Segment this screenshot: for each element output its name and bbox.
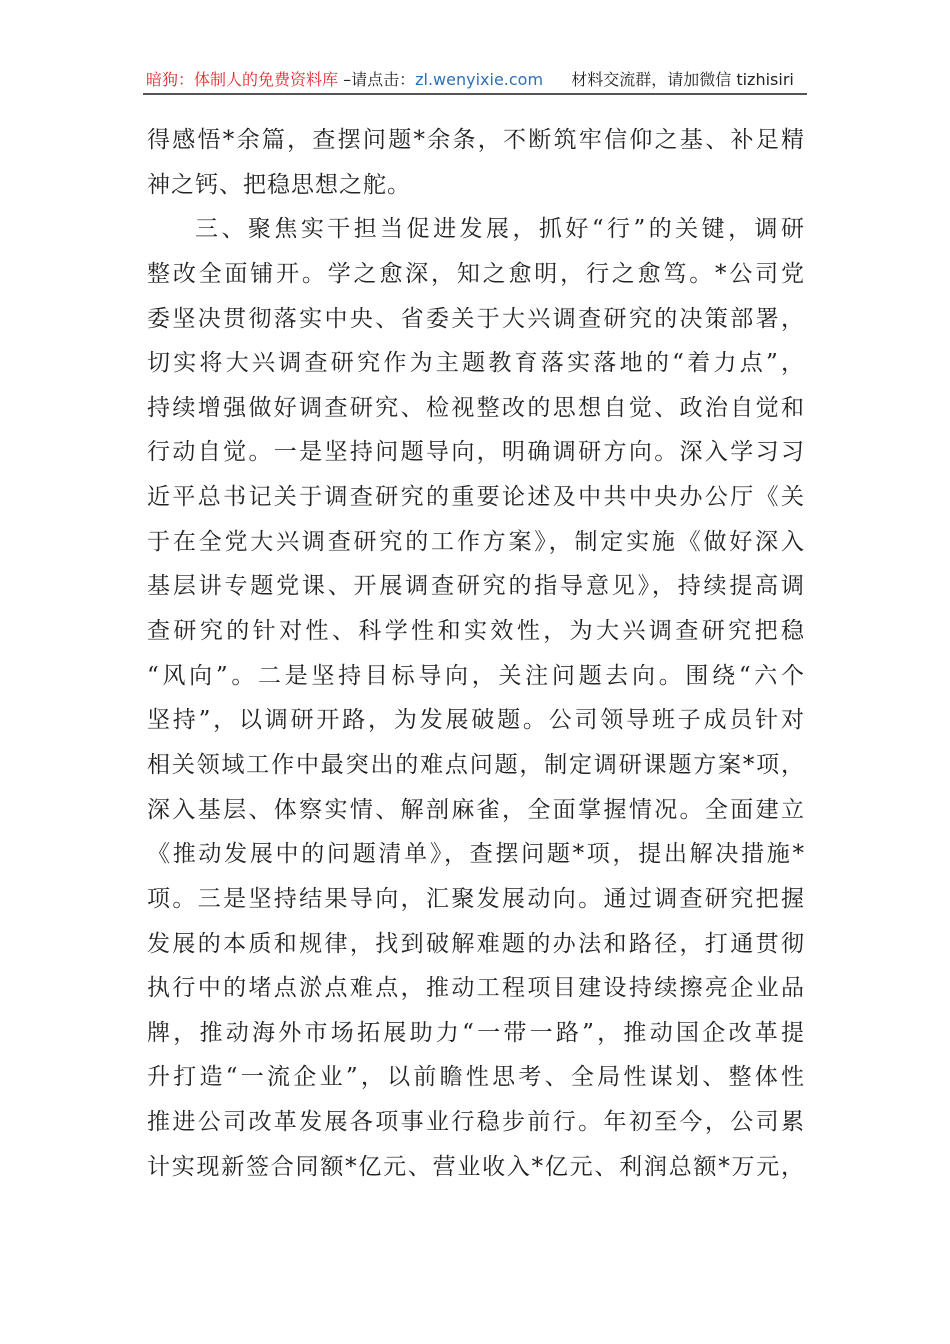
click-prompt: –请点击： — [343, 70, 416, 89]
text-line: 相关领域工作中最突出的难点问题，制定调研课题方案*项， — [147, 751, 805, 778]
site-link[interactable]: zl.wenyixie.com — [415, 70, 544, 89]
text-line: 得感悟*余篇，查摆问题*余条，不断筑牢信仰之基、补足精 — [147, 127, 805, 153]
text-line: “风向”。二是坚持目标导向，关注问题去向。围绕“六个 — [147, 662, 805, 689]
text-line: 项。三是坚持结果导向，汇聚发展动向。通过调查研究把握 — [147, 885, 805, 912]
text-line: 行动自觉。一是坚持问题导向，明确调研方向。深入学习习 — [147, 439, 805, 466]
site-label: 暗狗：体制人的免费资料库 — [146, 70, 339, 89]
text-line: 近平总书记关于调查研究的重要论述及中共中央办公厅《关 — [147, 484, 805, 511]
contact-info: 材料交流群，请加微信 tizhisiri — [571, 70, 794, 89]
page-header — [146, 68, 806, 92]
document-body — [147, 118, 805, 1189]
text-line: 于在全党大兴调查研究的工作方案》，制定实施《做好深入 — [147, 528, 805, 555]
text-line: 推进公司改革发展各项事业行稳步前行。年初至今，公司累 — [147, 1109, 805, 1136]
text-line: 持续增强做好调查研究、检视整改的思想自觉、政治自觉和 — [147, 394, 805, 421]
text-line: 升打造“一流企业”，以前瞻性思考、全局性谋划、整体性 — [147, 1064, 805, 1091]
text-line: 基层讲专题党课、开展调查研究的指导意见》，持续提高调 — [147, 573, 805, 600]
text-line: 三、聚焦实干担当促进发展，抓好“行”的关键，调研 — [195, 216, 805, 243]
text-line: 牌，推动海外市场拓展助力“一带一路”，推动国企改革提 — [147, 1019, 805, 1046]
text-line: 发展的本质和规律，找到破解难题的办法和路径，打通贯彻 — [147, 930, 805, 957]
text-line: 委坚决贯彻落实中央、省委关于大兴调查研究的决策部署， — [147, 305, 805, 332]
text-line: 《推动发展中的问题清单》，查摆问题*项，提出解决措施* — [147, 841, 805, 868]
text-line: 计实现新签合同额*亿元、营业收入*亿元、利润总额*万元， — [147, 1153, 805, 1180]
text-line: 执行中的堵点淤点难点，推动工程项目建设持续擦亮企业品 — [147, 975, 805, 1002]
text-line: 神之钙、把稳思想之舵。 — [147, 171, 411, 198]
text-line: 深入基层、体察实情、解剖麻雀，全面掌握情况。全面建立 — [147, 796, 805, 823]
header-divider — [143, 93, 807, 95]
text-line: 坚持”，以调研开路，为发展破题。公司领导班子成员针对 — [147, 707, 805, 734]
text-line: 切实将大兴调查研究作为主题教育落实落地的“着力点”， — [147, 350, 805, 377]
text-line: 查研究的针对性、科学性和实效性，为大兴调查研究把稳 — [147, 618, 805, 645]
text-line: 整改全面铺开。学之愈深，知之愈明，行之愈笃。*公司党 — [147, 260, 805, 287]
